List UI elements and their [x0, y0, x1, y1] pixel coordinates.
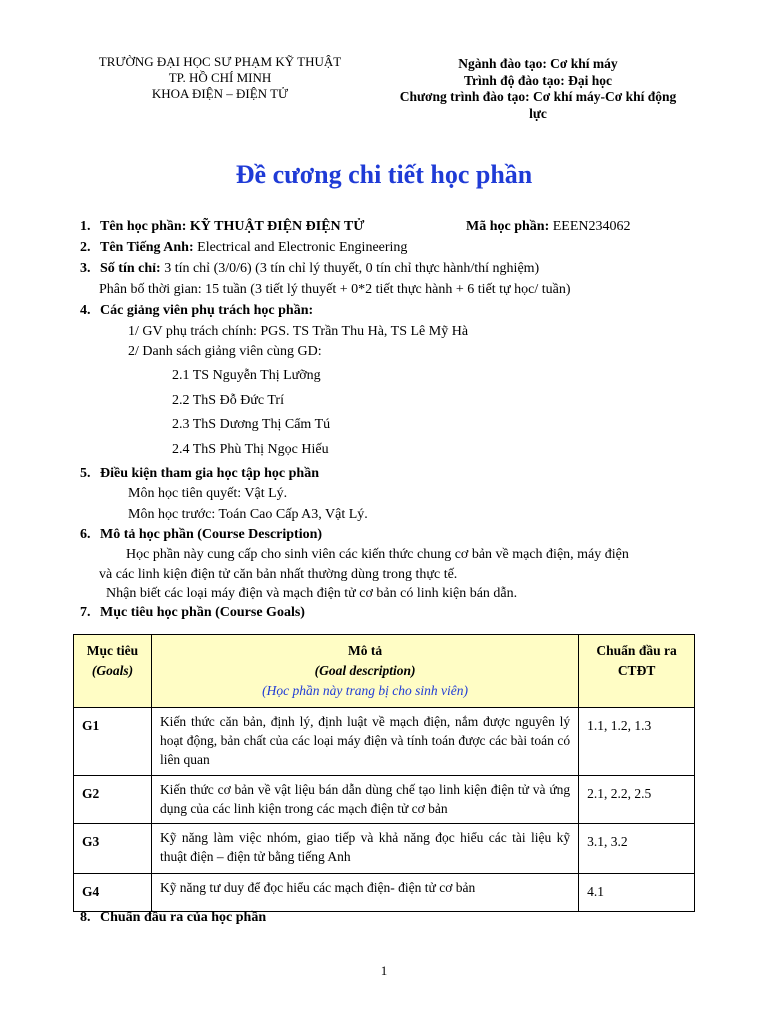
program-header [370, 56, 706, 122]
program-name-cont: lực [529, 105, 547, 121]
goal-outcomes: 2.1, 2.2, 2.5 [579, 776, 695, 824]
school-name: TRƯỜNG ĐẠI HỌC SƯ PHẠM KỸ THUẬT [98, 54, 342, 69]
section-outcomes [80, 909, 266, 927]
desc-header-note: (Học phần này trang bị cho sinh viên) [262, 683, 468, 698]
course-name-value: KỸ THUẬT ĐIỆN ĐIỆN TỬ [189, 219, 365, 234]
table-row [74, 824, 695, 874]
table-row [74, 776, 695, 824]
course-code-value: EEEN234062 [552, 219, 631, 234]
section-number: 7. [80, 605, 91, 620]
faculty-name: KHOA ĐIỆN – ĐIỆN TỬ [151, 86, 289, 101]
goal-description: Kỹ năng làm việc nhóm, giao tiếp và khả năng đọc hiểu các tài liệu kỹ thuật điện – điện tử bằng tiếng Anh [151, 824, 578, 874]
goal-description: Kỹ năng tư duy để đọc hiểu các mạch điện- điện tử cơ bản [151, 874, 578, 912]
description-column-header [151, 635, 578, 708]
lecturer-item: 2.4 ThS Phù Thị Ngọc Hiếu [172, 442, 329, 457]
section-credits [80, 260, 539, 278]
table-row [74, 874, 695, 912]
course-code [466, 218, 631, 236]
program-major: Ngành đào tạo: Cơ khí máy [458, 56, 618, 71]
section-prerequisites [80, 465, 319, 483]
previous-course: Môn học trước: Toán Cao Cấp A3, Vật Lý. [128, 507, 368, 522]
goal-outcomes: 3.1, 3.2 [579, 824, 695, 874]
clo-header-label: Chuẩn đầu ra [596, 643, 677, 658]
credits-value: 3 tín chỉ (3/0/6) (3 tín chỉ lý thuyết, 0 tín chỉ thực hành/thí nghiệm) [160, 261, 540, 276]
goal-description: Kiến thức căn bản, định lý, định luật về mạch điện, nắm được nguyên lý hoạt động, bản chất của các loại máy điện và tính toán được các bài toán có liên quan [151, 708, 578, 776]
section-goals [80, 604, 305, 622]
section-english-name [80, 239, 407, 257]
section-description [80, 526, 322, 544]
section-number: 6. [80, 527, 91, 542]
program-level: Trình độ đào tạo: Đại học [464, 72, 612, 88]
document-title: Đề cương chi tiết học phần [235, 160, 533, 189]
desc-header-label: Mô tả [347, 643, 383, 658]
description-label: Mô tả học phần (Course Description) [100, 527, 323, 542]
course-code-label: Mã học phần: [466, 219, 550, 234]
section-number: 1. [80, 219, 91, 234]
goal-outcomes: 4.1 [579, 874, 695, 912]
clo-column-header [579, 635, 695, 708]
goal-column-header [74, 635, 152, 708]
prerequisite-course: Môn học tiên quyết: Vật Lý. [128, 486, 288, 501]
section-number: 5. [80, 466, 91, 481]
time-allocation: Phân bố thời gian: 15 tuần (3 tiết lý thuyết + 0*2 tiết thực hành + 6 tiết tự học/ tuần) [99, 282, 571, 297]
goals-table [73, 634, 695, 912]
goal-outcomes: 1.1, 1.2, 1.3 [579, 708, 695, 776]
desc-header-english: (Goal description) [314, 663, 416, 678]
goal-header-label: Mục tiêu [86, 643, 139, 658]
english-name-label: Tên Tiếng Anh: [100, 240, 194, 255]
main-lecturer: 1/ GV phụ trách chính: PGS. TS Trần Thu Hà, TS Lê Mỹ Hà [128, 324, 469, 339]
goal-header-english: (Goals) [91, 663, 134, 678]
goal-code: G1 [74, 708, 152, 776]
section-number: 4. [80, 303, 91, 318]
description-paragraph: Học phần này cung cấp cho sinh viên các kiến thức chung cơ bản về mạch điện, máy điện [126, 547, 629, 562]
school-header [60, 54, 380, 102]
goal-code: G3 [74, 824, 152, 874]
section-number: 3. [80, 261, 91, 276]
lecturers-label: Các giảng viên phụ trách học phần: [100, 303, 314, 318]
lecturer-item: 2.1 TS Nguyễn Thị Lưỡng [172, 368, 321, 383]
goals-table-header [74, 635, 695, 708]
course-name-label: Tên học phần: [100, 219, 187, 234]
lecturer-item: 2.3 ThS Dương Thị Cẩm Tú [172, 417, 331, 432]
goal-description: Kiến thức cơ bản về vật liệu bán dẫn dùng chế tạo linh kiện điện tử và ứng dụng của các linh kiện trong các mạch điện tử cơ bản [151, 776, 578, 824]
page-number: 1 [380, 963, 388, 978]
table-row [74, 708, 695, 776]
goals-label: Mục tiêu học phần (Course Goals) [100, 605, 305, 620]
description-paragraph: Nhận biết các loại máy điện và mạch điện tử cơ bản có linh kiện bán dẫn. [106, 586, 518, 601]
section-number: 2. [80, 240, 91, 255]
section-course-name [80, 218, 364, 236]
program-name: Chương trình đào tạo: Cơ khí máy-Cơ khí động [399, 89, 677, 104]
outcomes-label: Chuẩn đầu ra của học phần [100, 910, 267, 925]
section-number: 8. [80, 910, 91, 925]
school-city: TP. HỒ CHÍ MINH [168, 70, 272, 85]
lecturer-item: 2.2 ThS Đỗ Đức Trí [172, 393, 284, 408]
section-lecturers [80, 302, 313, 320]
prerequisites-label: Điều kiện tham gia học tập học phần [100, 466, 319, 481]
credits-label: Số tín chỉ: [100, 261, 161, 276]
clo-header-program: CTĐT [617, 663, 656, 678]
goal-code: G2 [74, 776, 152, 824]
lecturer-list-label: 2/ Danh sách giảng viên cùng GD: [128, 344, 322, 359]
english-name-value: Electrical and Electronic Engineering [197, 240, 408, 255]
description-paragraph: và các linh kiện điện tử căn bản nhất thường dùng trong thực tế. [99, 567, 458, 582]
goal-code: G4 [74, 874, 152, 912]
